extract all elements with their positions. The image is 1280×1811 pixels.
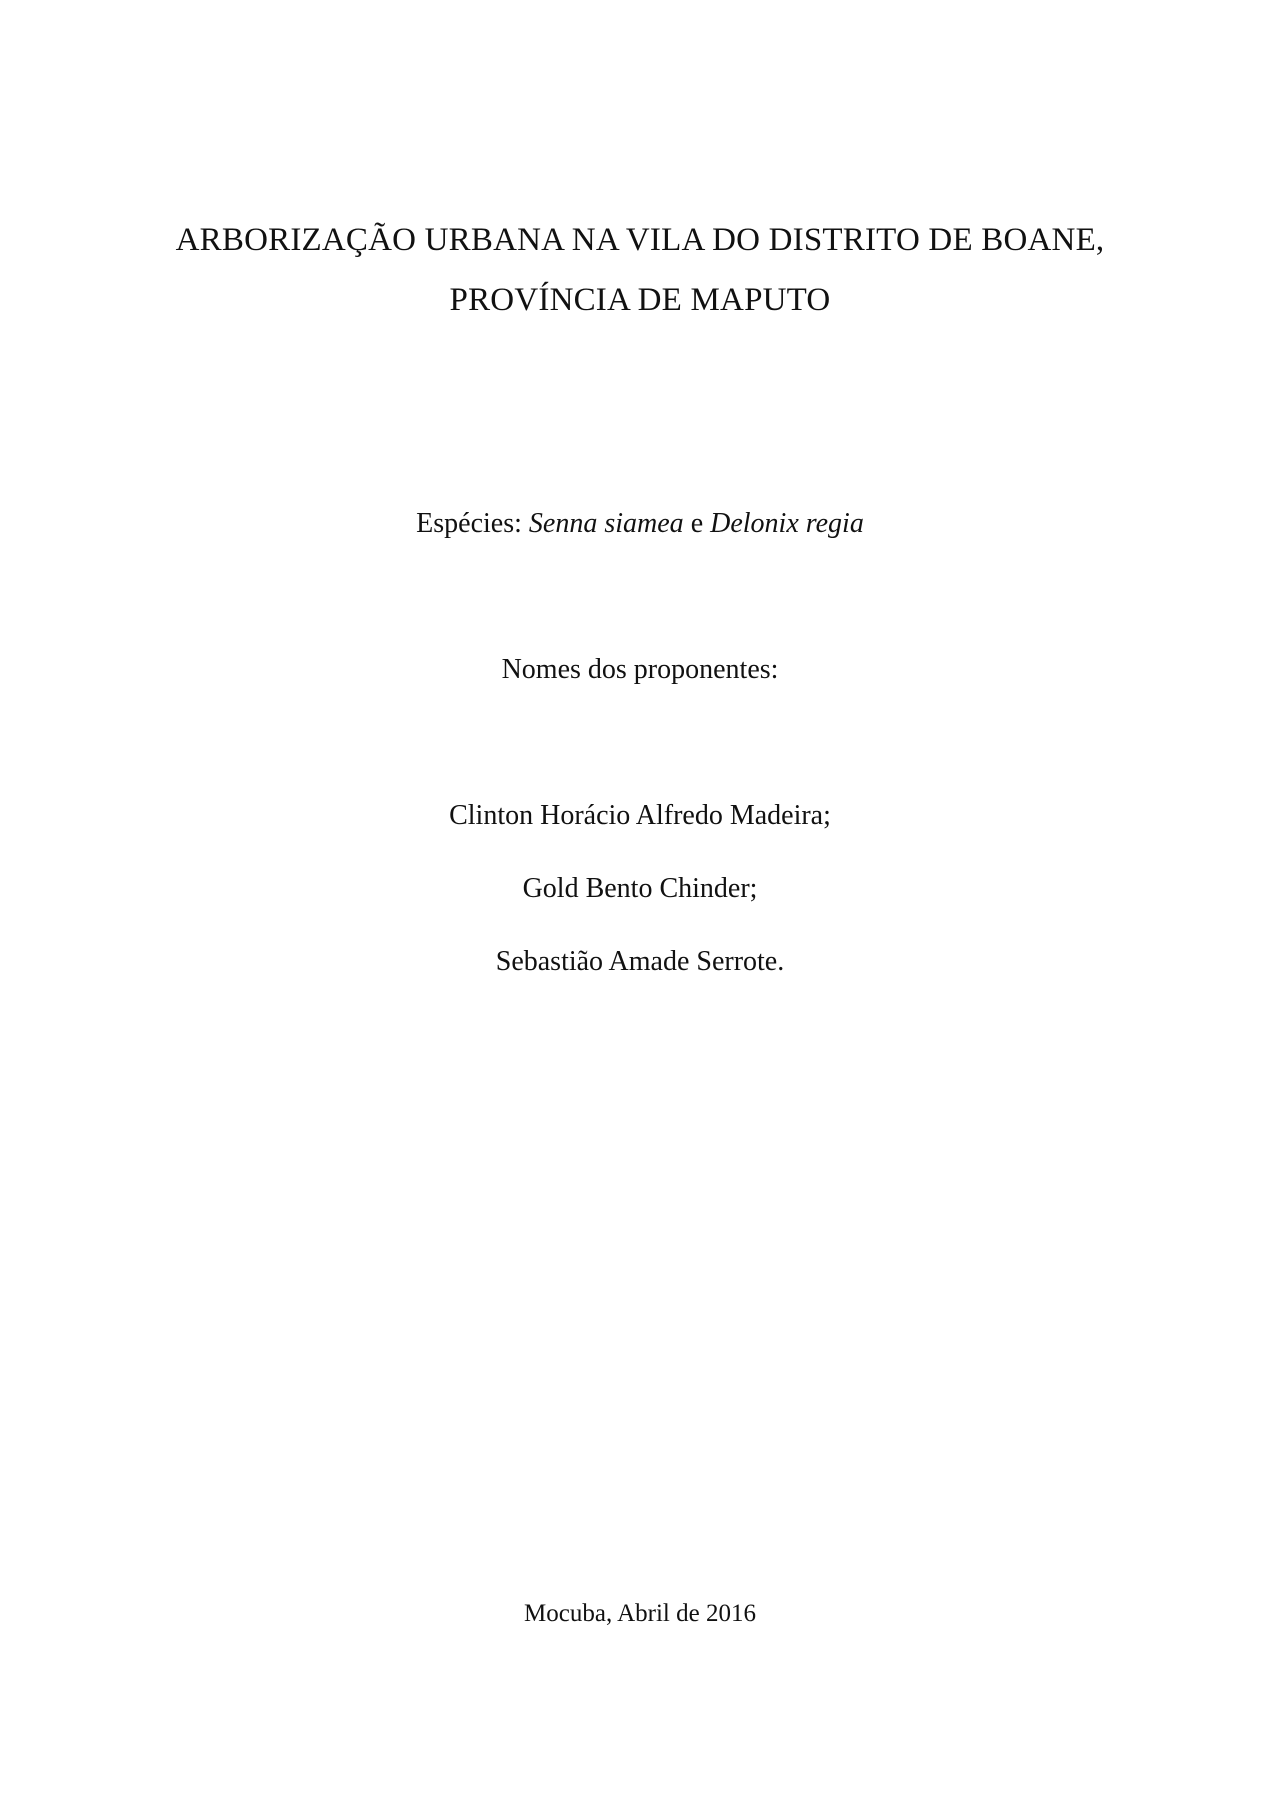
proponent-name: Gold Bento Chinder; [522, 873, 758, 904]
species-name-1: Senna siamea [528, 508, 684, 539]
title-line-1: ARBORIZAÇÃO URBANA NA VILA DO DISTRITO DE BOANE, [175, 222, 1105, 258]
proponent-name: Clinton Horácio Alfredo Madeira; [449, 800, 831, 831]
species-name-2: Delonix regia [710, 508, 864, 539]
place-date: Mocuba, Abril de 2016 [524, 1600, 756, 1627]
species-line [0, 508, 1280, 540]
proponents-label: Nomes dos proponentes: [501, 654, 779, 685]
title-line-2: PROVÍNCIA DE MAPUTO [449, 282, 831, 318]
proponent-name: Sebastião Amade Serrote. [495, 946, 785, 977]
species-label: Espécies: [416, 508, 529, 539]
species-conjunction: e [683, 508, 711, 539]
